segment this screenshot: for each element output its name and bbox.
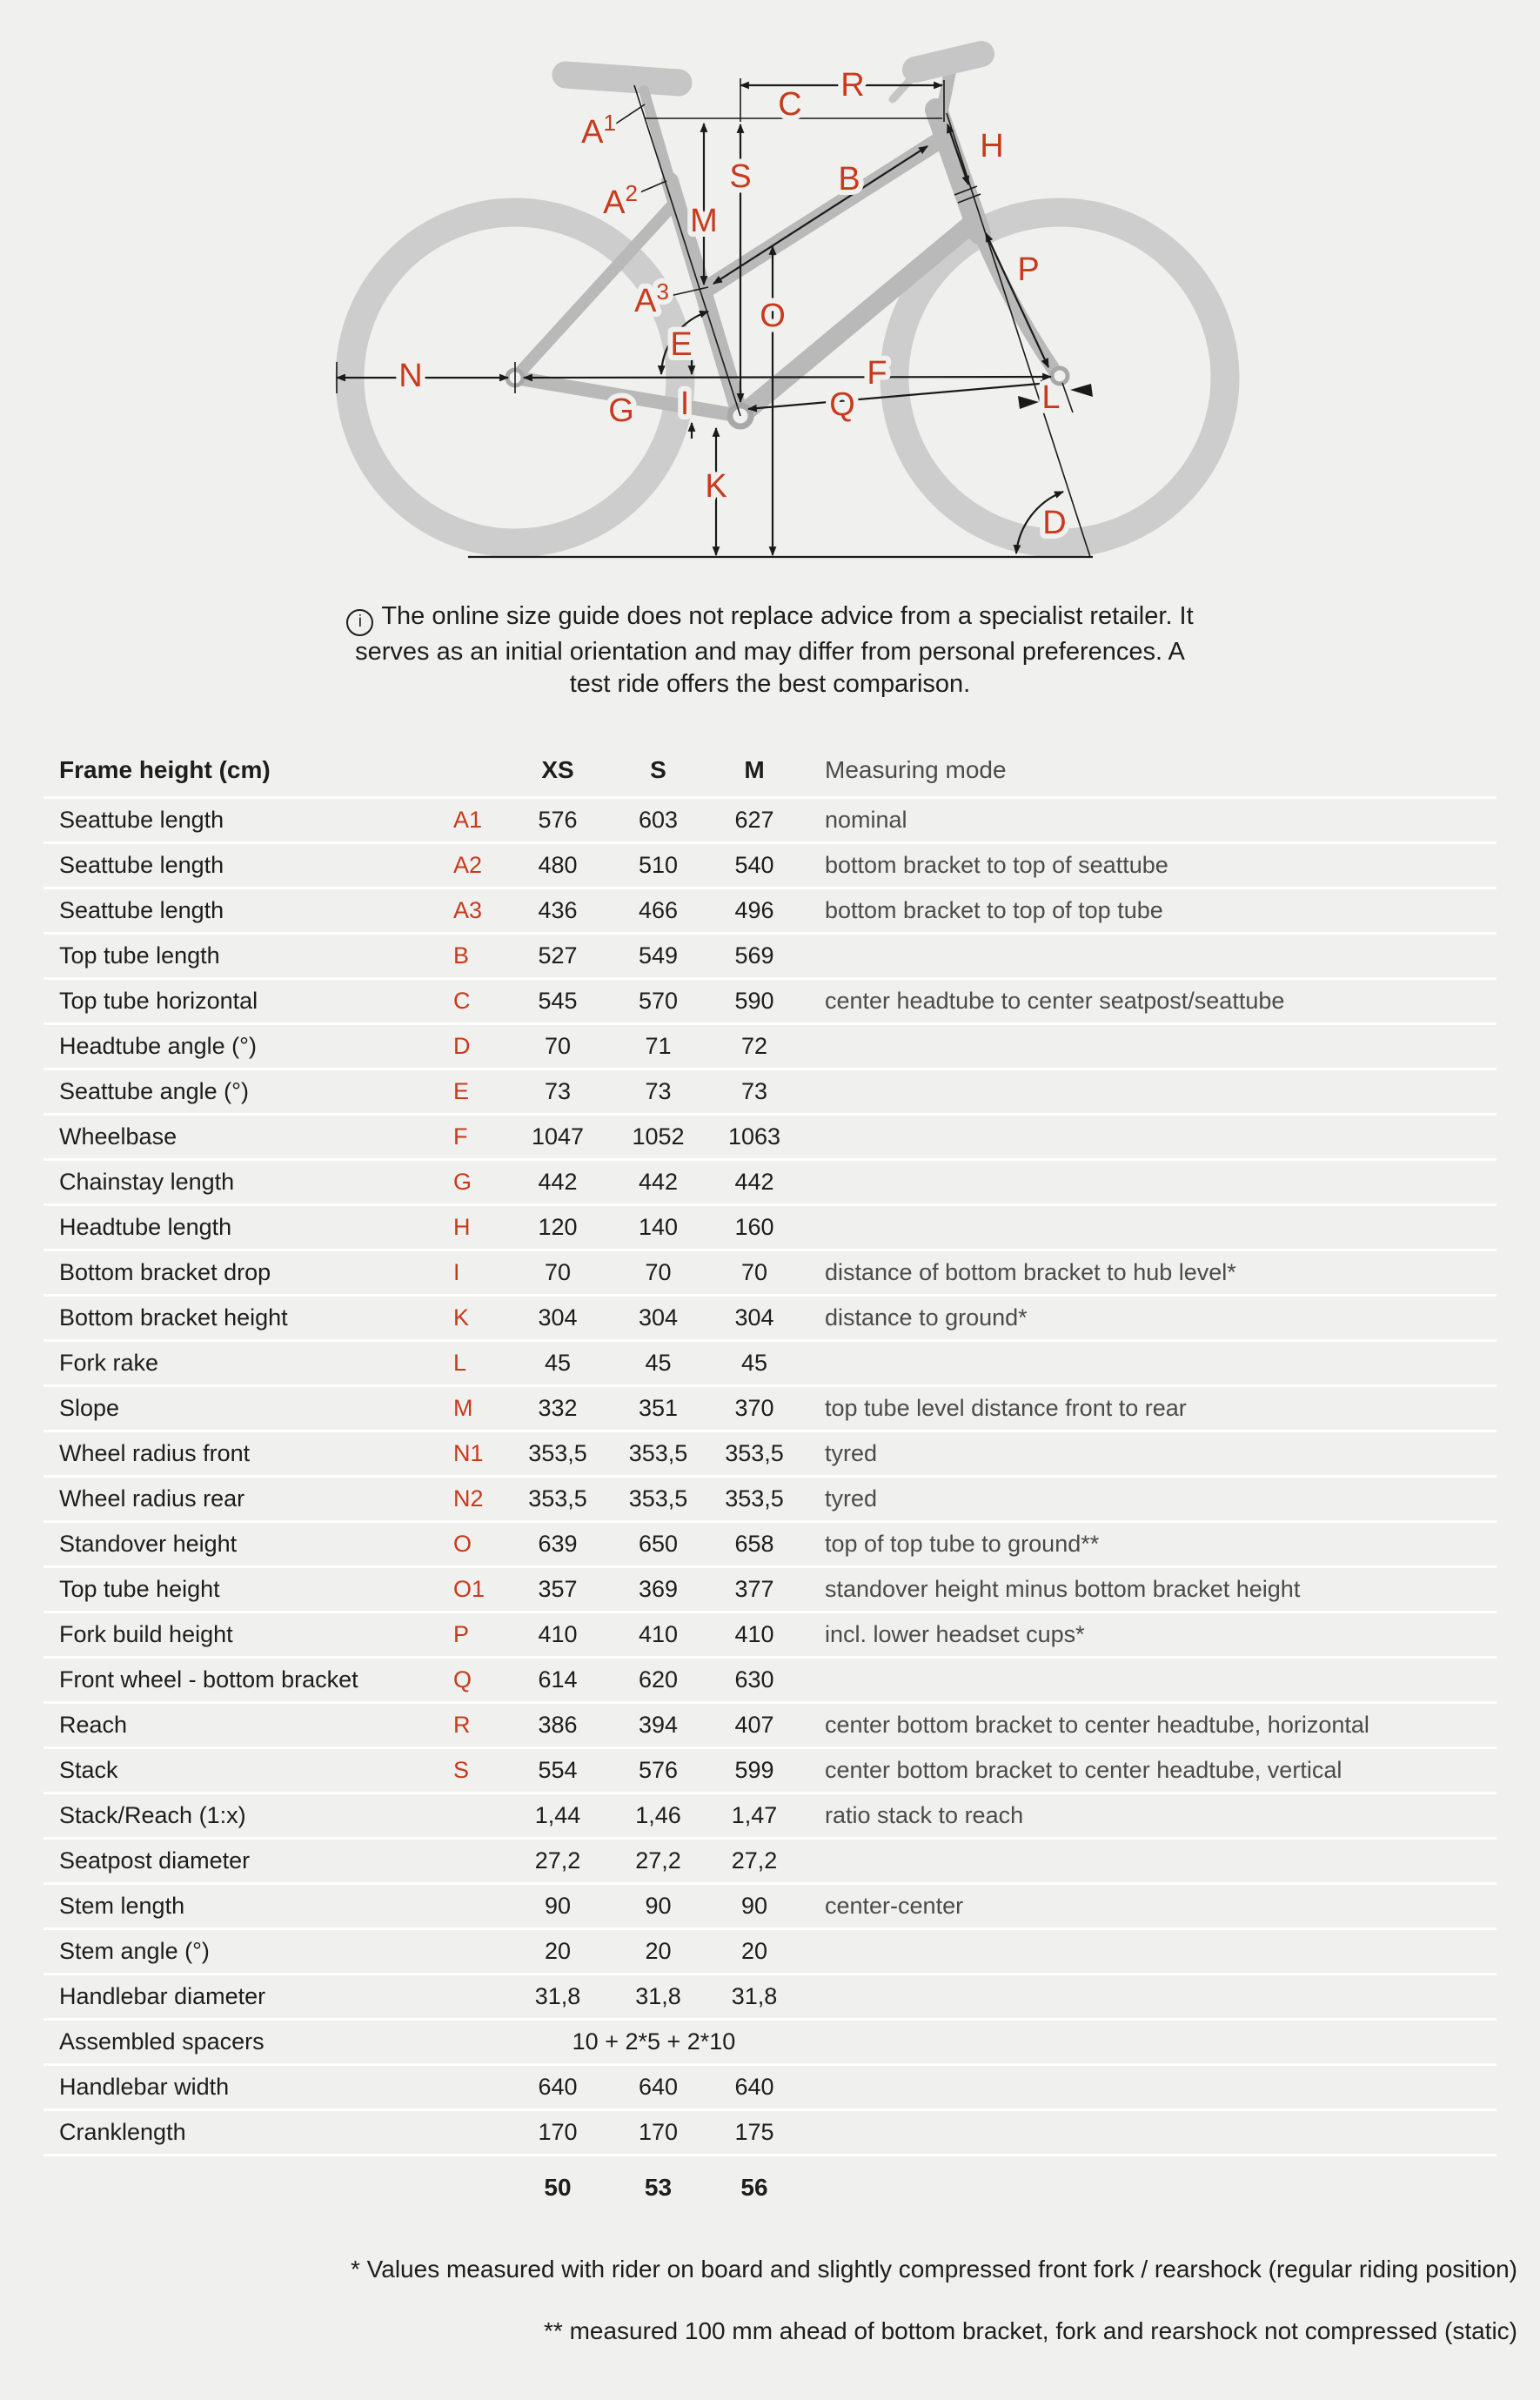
row-letter: N1 xyxy=(453,1440,484,1466)
row-value-s: 570 xyxy=(638,988,679,1014)
row-value-m: 20 xyxy=(740,1938,768,1964)
row-label: Stack xyxy=(59,1757,118,1783)
row-value-s: 351 xyxy=(638,1395,679,1421)
row-value-m: 27,2 xyxy=(731,1847,778,1874)
geometry-table xyxy=(44,744,1496,2219)
table-row xyxy=(44,1927,1496,1973)
row-label: Top tube height xyxy=(59,1576,220,1602)
row-value-xs: 576 xyxy=(538,807,578,833)
row-value-m: 353,5 xyxy=(725,1485,784,1512)
table-header-xs: XS xyxy=(541,756,574,783)
diagram-label-P: P xyxy=(1017,251,1040,288)
row-value-s: 353,5 xyxy=(628,1485,688,1512)
info-icon: i xyxy=(346,609,373,636)
diagram-label-M: M xyxy=(690,203,718,239)
table-row xyxy=(44,1339,1496,1384)
row-value-s: 27,2 xyxy=(635,1847,681,1874)
row-letter: Q xyxy=(453,1666,472,1693)
row-value-m: 370 xyxy=(734,1395,774,1421)
row-label: Seattube length xyxy=(59,852,224,878)
diagram-label-O: O xyxy=(760,298,786,334)
row-value-m: 70 xyxy=(740,1259,768,1285)
row-label: Standover height xyxy=(59,1531,238,1557)
row-value-m: 304 xyxy=(734,1304,774,1331)
row-label: Seattube length xyxy=(59,807,224,833)
row-label: Stem length xyxy=(59,1893,185,1919)
row-value-m: 640 xyxy=(734,2074,774,2100)
row-value-m: 540 xyxy=(734,852,774,878)
row-letter: O xyxy=(453,1531,472,1557)
row-value-s: 603 xyxy=(638,807,679,833)
row-value-m: 31,8 xyxy=(731,1983,778,2009)
row-letter: K xyxy=(453,1304,470,1331)
row-label: Top tube horizontal xyxy=(59,988,258,1014)
table-row xyxy=(44,1249,1496,1294)
diagram-labels xyxy=(398,67,1066,541)
row-value-s: 442 xyxy=(638,1169,679,1195)
row-value-xs: 527 xyxy=(538,942,578,969)
row-measuring-mode: ratio stack to reach xyxy=(825,1802,1024,1828)
row-letter: G xyxy=(453,1169,472,1195)
row-label: Chainstay length xyxy=(59,1169,235,1195)
row-value-s: 170 xyxy=(638,2119,679,2145)
row-value-s: 576 xyxy=(638,1757,679,1783)
row-value-s: 140 xyxy=(638,1214,679,1240)
row-value-xs: 120 xyxy=(538,1214,578,1240)
row-measuring-mode: top tube level distance front to rear xyxy=(825,1395,1187,1421)
table-header-s: S xyxy=(650,756,666,783)
note-line-2: serves as an initial orientation and may differ from personal preferences. A xyxy=(355,638,1185,666)
row-value-s: 304 xyxy=(638,1304,679,1331)
table-row xyxy=(44,2063,1496,2108)
row-value-xs: 73 xyxy=(544,1078,572,1104)
row-value-xs: 480 xyxy=(538,852,578,878)
row-value-s: 90 xyxy=(645,1893,672,1919)
table-row xyxy=(44,796,1496,841)
row-letter: R xyxy=(453,1712,471,1738)
row-value-s: 71 xyxy=(645,1033,672,1059)
diagram-label-A1: $A^1$ xyxy=(581,110,616,151)
footnote-single-asterisk: * Values measured with rider on board and slightly compressed front fork / rearshock (regular riding position) xyxy=(350,2256,1517,2283)
row-value-m: 90 xyxy=(740,1893,768,1919)
row-label: Seattube angle (°) xyxy=(59,1078,249,1104)
note-line-3: test ride offers the best comparison. xyxy=(569,670,971,698)
row-value-m: 56 xyxy=(740,2174,768,2201)
row-measuring-mode: standover height minus bottom bracket height xyxy=(825,1576,1301,1602)
diagram-label-A2: $A^2$ xyxy=(603,180,638,221)
row-label: Front wheel - bottom bracket xyxy=(59,1666,358,1693)
row-label: Stem angle (°) xyxy=(59,1938,210,1964)
table-row xyxy=(44,977,1496,1022)
table-row xyxy=(44,1792,1496,1837)
row-letter: I xyxy=(453,1259,460,1285)
row-label: Bottom bracket height xyxy=(59,1304,288,1331)
row-value-xs: 70 xyxy=(544,1033,572,1059)
diagram-label-H: H xyxy=(980,128,1004,164)
row-label: Top tube length xyxy=(59,942,220,969)
table-row xyxy=(44,1294,1496,1339)
row-value-s: 466 xyxy=(638,897,679,923)
row-value-xs: 20 xyxy=(544,1938,572,1964)
row-measuring-mode: center bottom bracket to center headtube, vertical xyxy=(825,1757,1342,1783)
row-value-xs: 332 xyxy=(538,1395,578,1421)
diagram-label-F: F xyxy=(867,355,887,392)
row-label: Fork build height xyxy=(59,1621,233,1647)
diagram-label-C: C xyxy=(778,86,802,123)
row-value-s: 650 xyxy=(638,1531,679,1557)
row-value-xs: 545 xyxy=(538,988,578,1014)
table-row xyxy=(44,2154,1496,2219)
row-measuring-mode: bottom bracket to top of top tube xyxy=(825,897,1163,923)
row-value-m: 590 xyxy=(734,988,774,1014)
row-label: Stack/Reach (1:x) xyxy=(59,1802,246,1828)
row-label: Handlebar width xyxy=(59,2074,230,2100)
row-measuring-mode: center bottom bracket to center headtube, horizontal xyxy=(825,1712,1369,1738)
row-measuring-mode: tyred xyxy=(825,1440,878,1466)
row-measuring-mode: distance of bottom bracket to hub level* xyxy=(825,1259,1236,1285)
row-letter: E xyxy=(453,1078,470,1104)
row-value-xs: 27,2 xyxy=(534,1847,581,1874)
diagram-label-G: G xyxy=(608,392,634,429)
row-letter: A1 xyxy=(453,807,483,833)
row-value-xs: 614 xyxy=(538,1666,578,1693)
diagram-label-K: K xyxy=(705,468,727,505)
table-row xyxy=(44,1656,1496,1701)
row-value-xs: 639 xyxy=(538,1531,578,1557)
row-letter: A3 xyxy=(453,897,483,923)
footnote-double-asterisk: ** measured 100 mm ahead of bottom bracket, fork and rearshock not compressed (static) xyxy=(544,2317,1517,2344)
row-letter: N2 xyxy=(453,1485,484,1512)
table-row xyxy=(44,1520,1496,1565)
row-value-xs: 1047 xyxy=(531,1123,585,1150)
row-value-m: 658 xyxy=(734,1531,774,1557)
row-value-m: 353,5 xyxy=(725,1440,784,1466)
row-value-xs: 90 xyxy=(544,1893,572,1919)
table-row xyxy=(44,1701,1496,1746)
row-value-m: 45 xyxy=(740,1350,768,1376)
row-label: Reach xyxy=(59,1712,128,1738)
row-letter: D xyxy=(453,1033,471,1059)
table-row xyxy=(44,1113,1496,1158)
table-row xyxy=(44,1565,1496,1611)
row-label: Wheel radius rear xyxy=(59,1485,245,1512)
table-body xyxy=(44,796,1496,2219)
row-measuring-mode: top of top tube to ground** xyxy=(825,1531,1100,1557)
row-value-s: 1,46 xyxy=(635,1802,681,1828)
table-row xyxy=(44,1068,1496,1113)
row-value-s: 353,5 xyxy=(628,1440,688,1466)
row-value-s: 53 xyxy=(644,2174,673,2201)
diagram-label-R: R xyxy=(840,67,865,104)
row-label: Headtube angle (°) xyxy=(59,1033,257,1059)
row-value-m: 377 xyxy=(734,1576,774,1602)
row-letter: C xyxy=(453,988,471,1014)
table-header-measuring-mode: Measuring mode xyxy=(825,756,1007,783)
row-measuring-mode: center headtube to center seatpost/seattube xyxy=(825,988,1285,1014)
diagram-label-L: L xyxy=(1041,379,1061,416)
table-row xyxy=(44,1746,1496,1792)
row-value-xs: 45 xyxy=(544,1350,572,1376)
row-letter: H xyxy=(453,1214,471,1240)
table-row xyxy=(44,1837,1496,1882)
row-value-s: 20 xyxy=(645,1938,672,1964)
row-value-m: 175 xyxy=(734,2119,774,2145)
row-value-xs: 442 xyxy=(538,1169,578,1195)
row-label: Headtube length xyxy=(59,1214,232,1240)
row-value-m: 1063 xyxy=(727,1123,781,1150)
row-value-s: 369 xyxy=(638,1576,679,1602)
row-label: Wheelbase xyxy=(59,1123,177,1150)
row-value-m: 407 xyxy=(734,1712,774,1738)
table-row xyxy=(44,1611,1496,1656)
table-row xyxy=(44,1022,1496,1068)
row-label: Slope xyxy=(59,1395,120,1421)
table-row xyxy=(44,2018,1496,2063)
row-value-m: 160 xyxy=(734,1214,774,1240)
row-value-m: 442 xyxy=(734,1169,774,1195)
diagram-label-D: D xyxy=(1042,505,1067,541)
row-label: Seattube length xyxy=(59,897,224,923)
row-value-span: 10 + 2*5 + 2*10 xyxy=(572,2028,736,2055)
row-letter: B xyxy=(453,942,470,969)
row-value-s: 73 xyxy=(645,1078,672,1104)
row-label: Cranklength xyxy=(59,2119,186,2145)
table-header-row xyxy=(44,744,1496,796)
table-row xyxy=(44,1203,1496,1249)
row-letter: L xyxy=(453,1350,467,1376)
row-letter: M xyxy=(453,1395,473,1421)
row-value-s: 70 xyxy=(645,1259,672,1285)
row-value-xs: 386 xyxy=(538,1712,578,1738)
row-value-xs: 170 xyxy=(538,2119,578,2145)
diagram-label-Q: Q xyxy=(829,386,855,423)
footnotes xyxy=(0,2256,1517,2345)
row-measuring-mode: nominal xyxy=(825,807,907,833)
row-value-xs: 304 xyxy=(538,1304,578,1331)
table-row xyxy=(44,1384,1496,1430)
row-value-m: 410 xyxy=(734,1621,774,1647)
table-row xyxy=(44,932,1496,977)
table-row xyxy=(44,1430,1496,1475)
row-measuring-mode: incl. lower headset cups* xyxy=(825,1621,1085,1647)
row-letter: O1 xyxy=(453,1576,485,1602)
row-value-m: 627 xyxy=(734,807,774,833)
diagram-label-N: N xyxy=(398,358,423,394)
row-value-xs: 50 xyxy=(544,2174,572,2201)
row-label: Assembled spacers xyxy=(59,2028,264,2055)
row-value-m: 72 xyxy=(740,1033,768,1059)
row-value-xs: 353,5 xyxy=(528,1440,587,1466)
row-value-s: 1052 xyxy=(632,1123,685,1150)
row-measuring-mode: distance to ground* xyxy=(825,1304,1028,1331)
table-row xyxy=(44,1882,1496,1927)
table-row xyxy=(44,887,1496,932)
table-row xyxy=(44,841,1496,887)
row-value-xs: 353,5 xyxy=(528,1485,587,1512)
row-label: Seatpost diameter xyxy=(59,1847,251,1874)
row-value-xs: 357 xyxy=(538,1576,578,1602)
row-letter: F xyxy=(453,1123,468,1150)
diagram-label-I: I xyxy=(680,385,690,422)
row-value-s: 510 xyxy=(638,852,679,878)
row-value-m: 73 xyxy=(740,1078,768,1104)
diagram-label-A3: $A^3$ xyxy=(634,278,669,319)
row-letter: A2 xyxy=(453,852,483,878)
table-header-m: M xyxy=(744,756,765,783)
row-label: Wheel radius front xyxy=(59,1440,251,1466)
row-value-xs: 436 xyxy=(538,897,578,923)
row-letter: P xyxy=(453,1621,470,1647)
row-label: Handlebar diameter xyxy=(59,1983,266,2009)
row-label: Bottom bracket drop xyxy=(59,1259,271,1285)
row-value-m: 630 xyxy=(734,1666,774,1693)
diagram-label-B: B xyxy=(838,161,860,198)
table-row xyxy=(44,1158,1496,1203)
row-value-m: 569 xyxy=(734,942,774,969)
row-value-xs: 1,44 xyxy=(534,1802,581,1828)
row-value-m: 1,47 xyxy=(731,1802,778,1828)
row-value-xs: 554 xyxy=(538,1757,578,1783)
table-row xyxy=(44,2108,1496,2154)
note-line-1: The online size guide does not replace advice from a specialist retailer. It xyxy=(381,602,1194,630)
table-header-frame-height: Frame height (cm) xyxy=(59,756,271,783)
row-value-s: 45 xyxy=(645,1350,672,1376)
row-label: Fork rake xyxy=(59,1350,159,1376)
row-value-s: 410 xyxy=(638,1621,679,1647)
row-value-s: 620 xyxy=(638,1666,679,1693)
row-value-s: 640 xyxy=(638,2074,679,2100)
diagram-label-S: S xyxy=(729,158,752,195)
row-value-m: 496 xyxy=(734,897,774,923)
row-value-s: 549 xyxy=(638,942,679,969)
row-measuring-mode: center-center xyxy=(825,1893,964,1919)
row-value-m: 599 xyxy=(734,1757,774,1783)
table-row xyxy=(44,1475,1496,1520)
row-measuring-mode: tyred xyxy=(825,1485,878,1512)
diagram-label-E: E xyxy=(670,326,693,363)
row-letter: S xyxy=(453,1757,470,1783)
row-value-s: 31,8 xyxy=(635,1983,681,2009)
row-value-xs: 70 xyxy=(544,1259,572,1285)
table-row xyxy=(44,1973,1496,2018)
row-value-xs: 410 xyxy=(538,1621,578,1647)
row-value-xs: 640 xyxy=(538,2074,578,2100)
bike-geometry-diagram xyxy=(0,0,1540,583)
row-value-xs: 31,8 xyxy=(534,1983,581,2009)
row-value-s: 394 xyxy=(638,1712,679,1738)
row-measuring-mode: bottom bracket to top of seattube xyxy=(825,852,1168,878)
size-guide-note xyxy=(309,600,1231,701)
